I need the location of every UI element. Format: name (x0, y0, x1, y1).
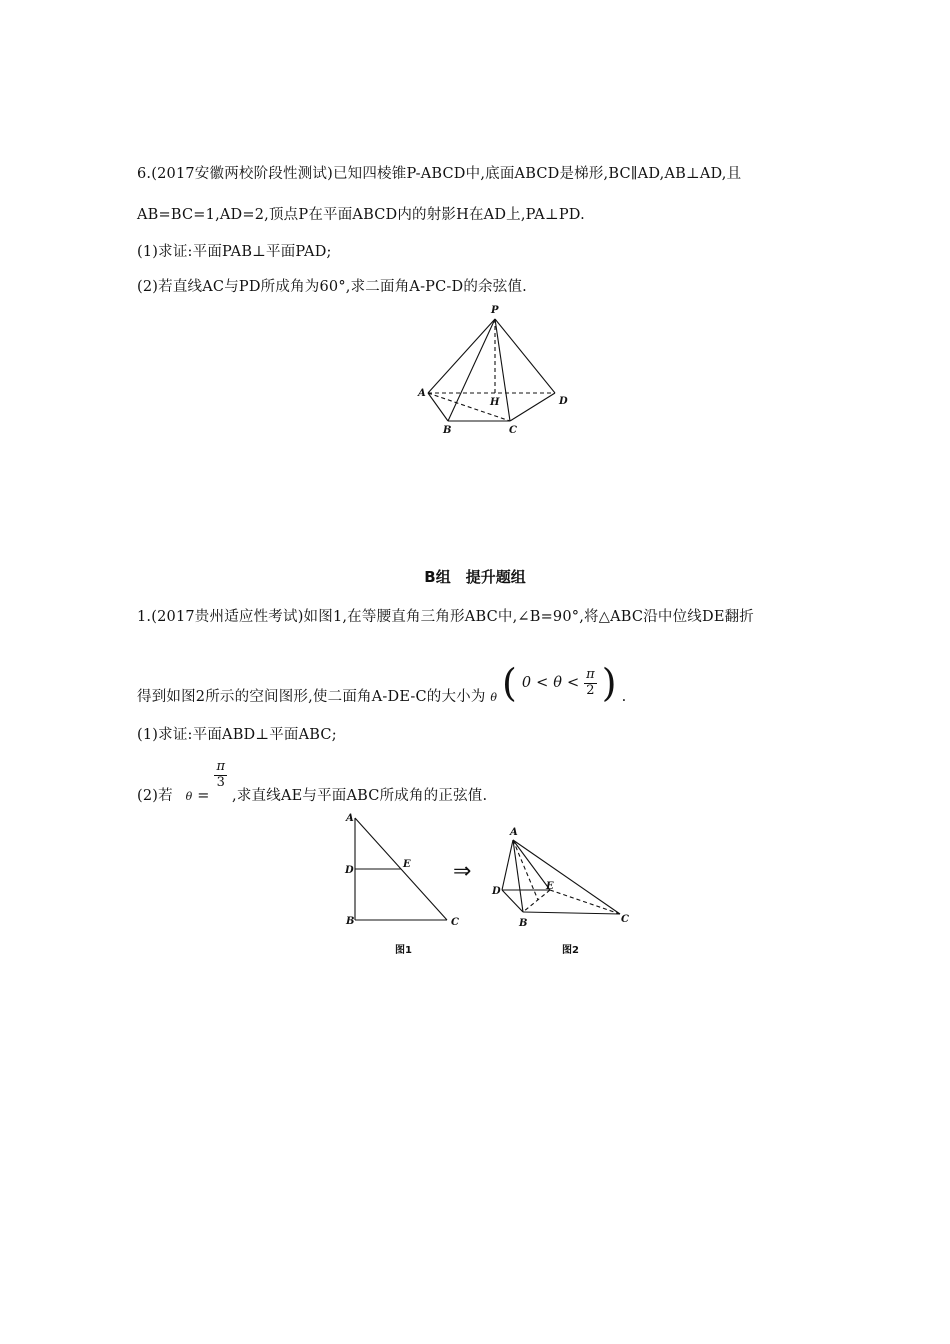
arrow-icon: ⇒ (453, 859, 472, 884)
fig1-label-A: A (346, 813, 354, 824)
fig1-label-B: B (346, 916, 355, 927)
fig1-label-C: C (451, 917, 459, 928)
fig2-caption: 图2 (562, 945, 579, 956)
pi-numerator: π (586, 666, 595, 682)
pi-over-2 (584, 668, 597, 699)
theta-symbol: θ (490, 691, 498, 704)
edge-CD (510, 393, 555, 421)
label-H: H (490, 397, 500, 408)
section-heading: B组 提升题组 (424, 568, 526, 586)
fig1-label-E: E (403, 859, 411, 870)
fig1-caption: 图1 (395, 945, 412, 956)
label-A: A (418, 388, 426, 399)
edge-PB (448, 319, 495, 421)
problem1-line2-prefix: 得到如图2所示的空间图形,使二面角A-DE-C的大小为 (137, 689, 486, 705)
problem1-question1: (1)求证:平面ABD⊥平面ABC; (137, 727, 337, 743)
pi-over-3 (214, 760, 227, 791)
two-denominator: 2 (586, 682, 595, 698)
q2-equals: = (197, 788, 210, 804)
cond-text: 0 < θ < (521, 675, 580, 691)
fig2-edge-EC (550, 890, 620, 914)
theta-condition (502, 661, 622, 705)
q2-prefix: (2)若 (137, 788, 173, 804)
label-P: P (491, 305, 499, 316)
fig1-label-D: D (345, 865, 354, 876)
q2-theta: θ (185, 790, 193, 803)
problem1-line2-suffix: . (621, 689, 627, 705)
fig2-edge-AC (513, 840, 620, 914)
cond-close-paren: ) (601, 661, 617, 705)
q2-suffix: ,求直线AE与平面ABC所成角的正弦值. (232, 788, 488, 804)
edge-AB (428, 393, 448, 421)
pyramid-figure (410, 300, 570, 440)
problem6-line1: 6.(2017安徽两校阶段性测试)已知四棱锥P-ABCD中,底面ABCD是梯形,BC∥AD,AB⊥AD,且 (137, 166, 742, 182)
folding-figures (335, 810, 635, 960)
problem1-line1: 1.(2017贵州适应性考试)如图1,在等腰直角三角形ABC中,∠B=90°,将△ABC沿中位线DE翻折 (137, 609, 754, 625)
fig2-label-E: E (546, 881, 554, 892)
fig2-edge-AD (502, 840, 513, 890)
fig2-label-B: B (519, 918, 528, 929)
problem6-line2: AB=BC=1,AD=2,顶点P在平面ABCD内的射影H在AD上,PA⊥PD. (137, 207, 585, 223)
problem6-question1: (1)求证:平面PAB⊥平面PAD; (137, 244, 332, 260)
problem1-line2 (137, 661, 627, 705)
cond-open-paren: ( (502, 661, 518, 705)
fig2-label-C: C (621, 914, 629, 925)
problem1-question2 (137, 759, 488, 804)
fig2-edge-BC (523, 912, 620, 914)
label-B: B (443, 425, 452, 436)
label-C: C (509, 425, 517, 436)
fig2-label-D: D (492, 886, 501, 897)
q2-pi-numerator: π (216, 759, 226, 774)
label-D: D (559, 396, 568, 407)
q2-three-denominator: 3 (216, 774, 226, 790)
fig2-edge-EB (523, 890, 550, 912)
edge-PA (428, 319, 495, 393)
fig2-label-A: A (510, 827, 518, 838)
problem6-question2: (2)若直线AC与PD所成角为60°,求二面角A-PC-D的余弦值. (137, 279, 527, 295)
